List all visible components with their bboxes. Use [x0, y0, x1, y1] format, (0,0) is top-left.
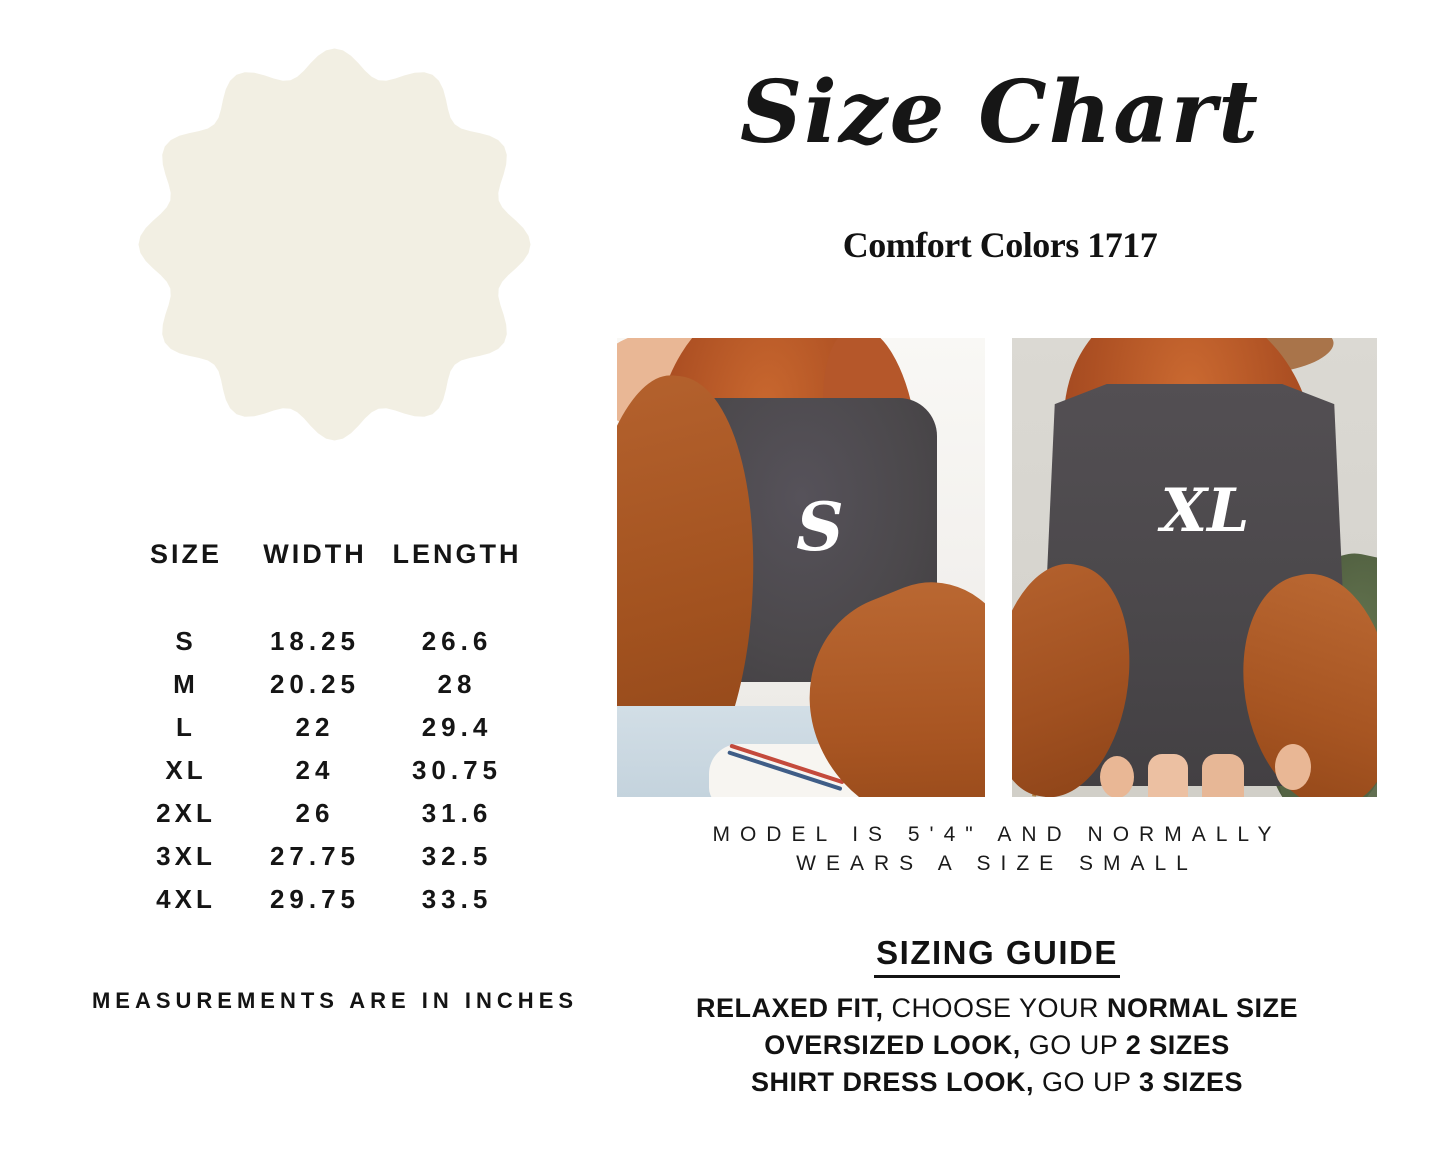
width-cell: 29.75 [269, 884, 361, 914]
table-row [121, 620, 535, 663]
length-cell: 30.75 [411, 755, 503, 785]
scallop-badge-shape [139, 49, 531, 441]
size-cell: S [175, 626, 197, 656]
header-cell-length: LENGTH [392, 538, 522, 569]
size-cell: M [173, 669, 199, 699]
length-cell: 26.6 [421, 626, 493, 656]
sizing-guide-line: SHIRT DRESS LOOK, GO UP 3 SIZES [750, 1067, 1244, 1097]
model-hand [1100, 756, 1134, 797]
size-cell: XL [165, 755, 207, 785]
sizing-guide-heading: SIZING GUIDE [874, 934, 1120, 978]
model-note [617, 820, 1377, 878]
header-cell-size: SIZE [149, 538, 222, 569]
width-cell: 22 [295, 712, 335, 742]
scallop-badge [138, 48, 531, 441]
shirt-letter-s: S [796, 488, 844, 566]
width-cell: 27.75 [269, 841, 361, 871]
measurements-note: MEASUREMENTS ARE IN INCHES [91, 988, 579, 1013]
sizing-guide-lines [577, 990, 1417, 1101]
size-cell: L [176, 712, 196, 742]
table-row [121, 792, 535, 835]
model-hand [1275, 744, 1311, 790]
table-row [121, 878, 535, 921]
length-cell: 33.5 [421, 884, 493, 914]
photo-model-size-xl [1012, 338, 1377, 797]
width-cell: 18.25 [269, 626, 361, 656]
width-cell: 20.25 [269, 669, 361, 699]
page-subtitle: Comfort Colors 1717 [842, 225, 1158, 265]
size-cell: 2XL [156, 798, 216, 828]
width-cell: 26 [295, 798, 335, 828]
model-leg [1202, 754, 1244, 797]
sizing-guide-line: OVERSIZED LOOK, GO UP 2 SIZES [764, 1030, 1230, 1060]
table-row [121, 749, 535, 792]
width-cell: 24 [295, 755, 335, 785]
size-cell: 4XL [156, 884, 216, 914]
shirt-letter-xl: XL [1160, 476, 1250, 546]
length-cell: 32.5 [421, 841, 493, 871]
table-row [121, 835, 535, 878]
size-table [121, 538, 535, 921]
model-note-line1: MODEL IS 5'4" AND NORMALLY [712, 823, 1282, 846]
sizing-guide [617, 934, 1377, 978]
page-title: Size Chart [739, 62, 1260, 163]
table-row [121, 706, 535, 749]
sizing-guide-line: RELAXED FIT, CHOOSE YOUR NORMAL SIZE [695, 993, 1299, 1023]
size-table-header [121, 538, 535, 570]
table-row [121, 663, 535, 706]
photo-model-size-s [617, 338, 985, 797]
length-cell: 28 [437, 669, 477, 699]
size-cell: 3XL [156, 841, 216, 871]
model-note-line2: WEARS A SIZE SMALL [796, 852, 1198, 875]
length-cell: 31.6 [421, 798, 493, 828]
header-cell-width: WIDTH [263, 538, 367, 569]
model-leg [1148, 754, 1188, 797]
length-cell: 29.4 [421, 712, 493, 742]
